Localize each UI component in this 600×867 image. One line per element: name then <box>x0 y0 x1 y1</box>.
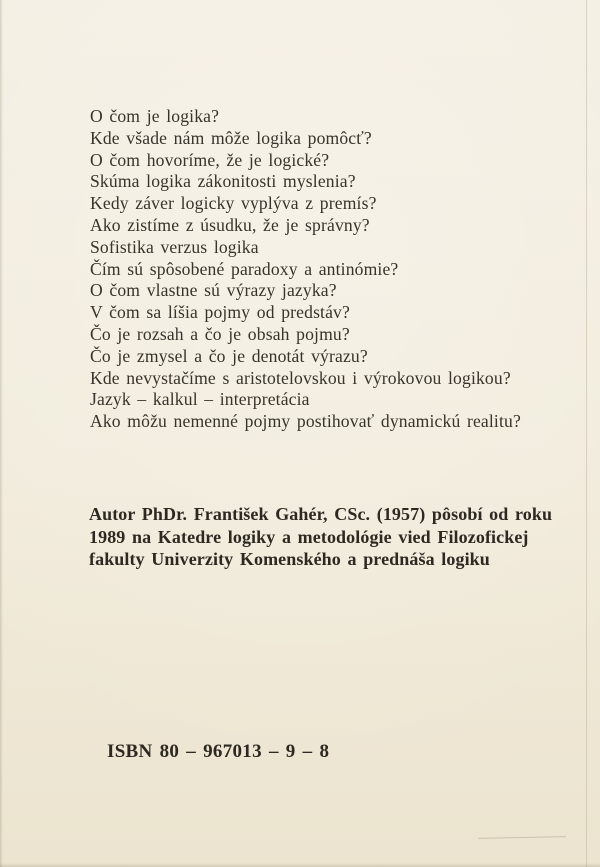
author-bio-line: fakulty Univerzity Komenského a prednáša logiku <box>89 549 490 570</box>
question-line: Čím sú spôsobené paradoxy a antinómie? <box>90 258 399 279</box>
question-line: O čom je logika? <box>90 106 220 126</box>
question-line: Ako môžu nemenné pojmy postihovať dynamickú realitu? <box>90 411 521 432</box>
question-line: Čo je rozsah a čo je obsah pojmu? <box>90 323 350 344</box>
question-line: Skúma logika zákonitosti myslenia? <box>90 171 356 192</box>
question-line: Kde všade nám môže logika pomôcť? <box>90 127 372 148</box>
question-list <box>90 106 521 433</box>
question-line: Sofistika verzus logika <box>90 236 259 257</box>
question-line: Čo je zmysel a čo je denotát výrazu? <box>90 345 368 366</box>
scan-scratch <box>478 836 566 839</box>
question-line: Ako zistíme z úsudku, že je správny? <box>90 214 370 235</box>
author-bio-line: Autor PhDr. František Gahér, CSc. (1957) pôsobí od roku <box>89 504 553 524</box>
isbn-text: ISBN 80 – 967013 – 9 – 8 <box>107 741 330 762</box>
question-line: Jazyk – kalkul – interpretácia <box>90 389 310 410</box>
question-line: O čom vlastne sú výrazy jazyka? <box>90 280 337 301</box>
scan-crease-right <box>586 0 587 867</box>
author-bio-line: 1989 na Katedre logiky a metodológie vied Filozofickej <box>89 526 529 547</box>
question-line: Kedy záver logicky vyplýva z premís? <box>90 193 377 214</box>
question-line: V čom sa líšia pojmy od predstáv? <box>90 302 350 323</box>
author-bio <box>89 503 552 571</box>
question-line: O čom hovoríme, že je logické? <box>90 149 330 170</box>
question-line: Kde nevystačíme s aristotelovskou i výrokovou logikou? <box>90 367 511 388</box>
